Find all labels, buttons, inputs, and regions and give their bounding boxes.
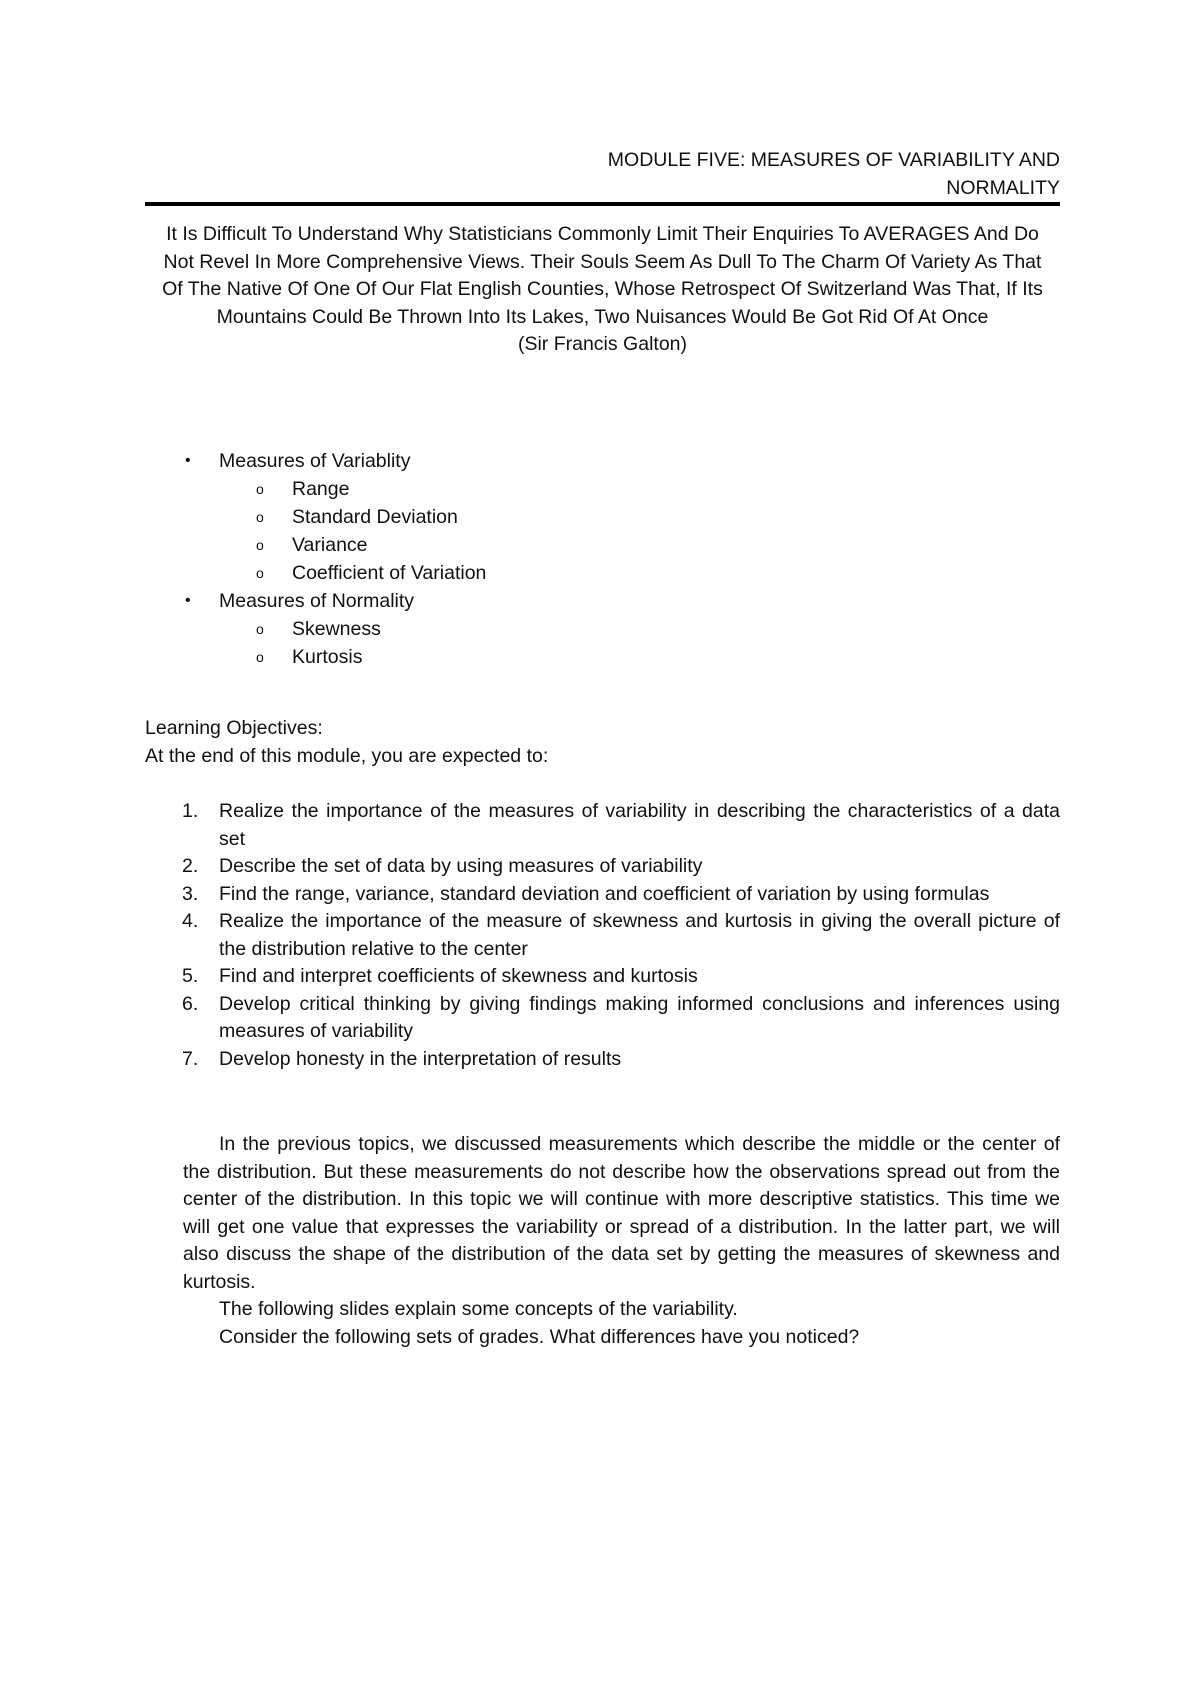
outline-subitem	[0, 643, 1200, 671]
sub-bullet-icon: o	[256, 621, 264, 637]
bullet-icon: •	[185, 452, 191, 469]
objective-number: 1.	[182, 800, 199, 822]
sub-bullet-icon: o	[256, 481, 264, 497]
learning-objectives-heading: Learning Objectives:	[145, 717, 323, 739]
outline-item	[0, 587, 1200, 615]
objective-text: Describe the set of data by using measures of variability	[219, 855, 703, 877]
objectives-list	[145, 798, 1060, 1073]
objective-item	[145, 853, 1060, 881]
outline-subitem-text: Skewness	[292, 618, 381, 640]
body-paragraph: Consider the following sets of grades. What differences have you noticed?	[219, 1325, 860, 1348]
module-title-line-2: NORMALITY	[946, 177, 1060, 199]
topic-outline	[0, 447, 1200, 671]
module-header	[540, 146, 1060, 202]
outline-group-title: Measures of Variablity	[219, 450, 411, 472]
sub-bullet-icon: o	[256, 649, 264, 665]
quote-text: It Is Difficult To Understand Why Statisticians Commonly Limit Their Enquiries To AVERAGES And Do Not Revel In More Comprehensive Views. Their Souls Seem As Dull To The Charm Of Variety As That Of The Native Of One Of Our Flat English Counties, Whose Retrospect Of Switzerland Was That, If Its Mountains Could Be Thrown Into Its Lakes, Two Nuisances Would Be Got Rid Of At Once	[162, 223, 1043, 328]
outline-subitem-text: Standard Deviation	[292, 506, 458, 528]
quote-author: (Sir Francis Galton)	[517, 333, 688, 355]
objective-text: Develop critical thinking by giving findings making informed conclusions and inferences using measures of variability	[219, 992, 1060, 1042]
objective-text: Realize the importance of the measures of variability in describing the characteristics of a data set	[219, 800, 1060, 850]
objective-item	[145, 881, 1060, 909]
objective-item	[145, 798, 1060, 853]
outline-subitem-text: Coefficient of Variation	[292, 562, 487, 584]
outline-subitem-text: Range	[292, 478, 350, 500]
outline-item	[0, 447, 1200, 475]
objective-item	[145, 1046, 1060, 1074]
body-text	[183, 1131, 1060, 1351]
sub-bullet-icon: o	[256, 537, 264, 553]
outline-subitem-text: Kurtosis	[292, 646, 363, 668]
outline-subitem	[0, 503, 1200, 531]
objective-item	[145, 991, 1060, 1046]
outline-subitem-text: Variance	[292, 534, 368, 556]
outline-subitem	[0, 615, 1200, 643]
objective-text: Find and interpret coefficients of skewness and kurtosis	[219, 965, 698, 987]
objective-text: Develop honesty in the interpretation of results	[219, 1047, 622, 1070]
objective-number: 3.	[182, 882, 199, 905]
outline-subitem	[0, 559, 1200, 587]
outline-group-title: Measures of Normality	[219, 590, 415, 612]
objective-number: 4.	[182, 910, 199, 932]
outline-subitem	[0, 531, 1200, 559]
objective-item	[145, 963, 1060, 991]
objective-item	[145, 908, 1060, 963]
body-paragraph: In the previous topics, we discussed measurements which describe the middle or the center of the distribution. But these measurements do not describe how the observations spread out from the center of the distribution. In this topic we will continue with more descriptive statistics. This time we will get one value that expresses the variability or spread of a distribution. In the latter part, we will also discuss the shape of the distribution of the data set by getting the measures of skewness and kurtosis.	[183, 1133, 1060, 1293]
objective-text: Realize the importance of the measure of skewness and kurtosis in giving the overall picture of the distribution relative to the center	[219, 910, 1060, 960]
outline-subitem	[0, 475, 1200, 503]
objective-number: 7.	[182, 1047, 199, 1070]
body-paragraph: The following slides explain some concepts of the variability.	[219, 1298, 738, 1320]
learning-objectives-intro: At the end of this module, you are expected to:	[145, 745, 549, 767]
objective-number: 2.	[182, 855, 199, 877]
header-divider	[145, 202, 1060, 206]
objective-number: 5.	[182, 965, 199, 987]
module-title-line-1: MODULE FIVE: MEASURES OF VARIABILITY AND	[607, 149, 1060, 171]
objective-text: Find the range, variance, standard deviation and coefficient of variation by using formulas	[219, 882, 990, 905]
objective-number: 6.	[182, 992, 199, 1015]
sub-bullet-icon: o	[256, 509, 264, 525]
bullet-icon: •	[185, 592, 191, 609]
epigraph-quote	[160, 221, 1045, 359]
sub-bullet-icon: o	[256, 565, 264, 581]
